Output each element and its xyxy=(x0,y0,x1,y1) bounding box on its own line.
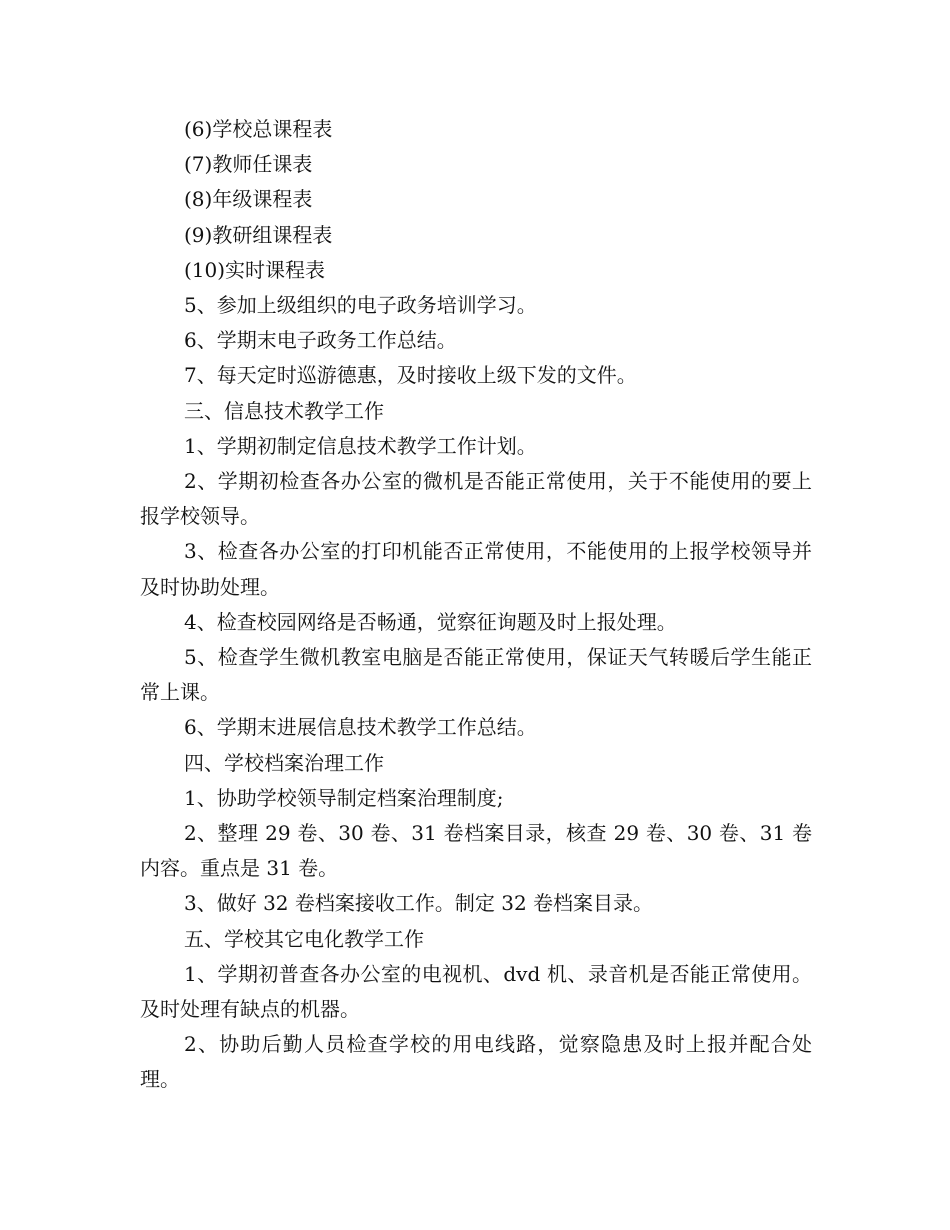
list-item: 1、协助学校领导制定档案治理制度; xyxy=(184,785,504,810)
list-item: 1、学期初制定信息技术教学工作计划。 xyxy=(184,433,537,458)
list-item: 3、做好 32 卷档案接收工作。制定 32 卷档案目录。 xyxy=(184,891,654,916)
section-heading: 四、学校档案治理工作 xyxy=(184,750,384,775)
list-item: 7、每天定时巡游德惠，及时接收上级下发的文件。 xyxy=(184,363,637,388)
section-heading: 三、信息技术教学工作 xyxy=(184,398,384,423)
list-item: 1、学期初普查各办公室的电视机、dvd 机、录音机是否能正常使用。及时处理有缺点的机器。 xyxy=(140,961,812,1022)
list-item: 3、检查各办公室的打印机能否正常使用，不能使用的上报学校领导并及时协助处理。 xyxy=(140,539,812,599)
list-item: 4、检查校园网络是否畅通，觉察征询题及时上报处理。 xyxy=(184,609,677,634)
list-item: 5、参加上级组织的电子政务培训学习。 xyxy=(184,293,537,318)
list-item: (9)教研组课程表 xyxy=(184,222,333,247)
list-item: 6、学期末电子政务工作总结。 xyxy=(184,328,457,353)
document-body xyxy=(140,112,812,1098)
list-item: 2、协助后勤人员检查学校的用电线路，觉察隐患及时上报并配合处理。 xyxy=(140,1032,812,1092)
list-item: 2、学期初检查各办公室的微机是否能正常使用，关于不能使用的要上报学校领导。 xyxy=(140,469,812,529)
list-item: (6)学校总课程表 xyxy=(184,117,333,141)
list-item: (8)年级课程表 xyxy=(184,187,313,212)
section-heading: 五、学校其它电化教学工作 xyxy=(184,926,424,951)
list-item: 6、学期末进展信息技术教学工作总结。 xyxy=(184,715,537,740)
list-item: (7)教师任课表 xyxy=(184,152,313,177)
list-item: (10)实时课程表 xyxy=(184,257,326,282)
list-item: 2、整理 29 卷、30 卷、31 卷档案目录，核查 29 卷、30 卷、31 卷内容。重点是 31 卷。 xyxy=(140,821,812,881)
list-item: 5、检查学生微机教室电脑是否能正常使用，保证天气转暖后学生能正常上课。 xyxy=(140,645,812,705)
